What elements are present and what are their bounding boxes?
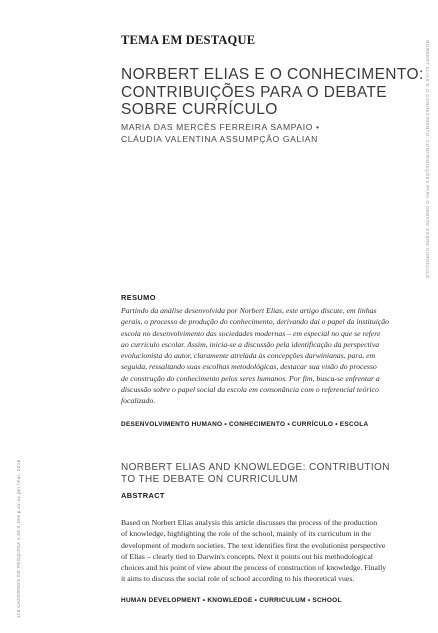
keywords-english: HUMAN DEVELOPMENT • KNOWLEDGE • CURRICULUM • SCHOOL bbox=[121, 597, 342, 604]
resumo-text bbox=[121, 305, 419, 407]
resumo-line: ao currículo escolar. Assim, inicia-se a discussão pela identificação da perspectiva bbox=[121, 339, 380, 349]
english-title-line: NORBERT ELIAS AND KNOWLEDGE: CONTRIBUTION bbox=[121, 462, 390, 473]
journal-citation: 118 CADERNOS DE PESQUISA v.46 n.159 p.xx-xx jan./mar. 2016 bbox=[16, 459, 21, 618]
resumo-line: discussão sobre o papel social da escola em consonância com o referencial teórico bbox=[121, 385, 379, 395]
authors bbox=[121, 122, 320, 145]
english-title-line: TO THE DEBATE ON CURRICULUM bbox=[121, 474, 298, 485]
author-line: CLÁUDIA VALENTINA ASSUMPÇÃO GALIAN bbox=[121, 133, 318, 144]
english-title bbox=[121, 462, 390, 486]
article-title bbox=[121, 66, 424, 119]
resumo-line: evolucionista do autor, claramente atrelada às concepções darwinianas, para, em bbox=[121, 351, 376, 361]
resumo-line: Partindo da análise desenvolvida por Norbert Elias, este artigo discute, em linhas bbox=[121, 306, 377, 315]
abstract-line: of Elias – clearly tied to Darwin's concepts. Next it points out his methodological bbox=[121, 551, 373, 561]
abstract-line: development of modern societies. The text identifies first the evolutionist perspective bbox=[121, 540, 386, 550]
title-line: SOBRE CURRÍCULO bbox=[121, 101, 278, 118]
title-line: CONTRIBUIÇÕES PARA O DEBATE bbox=[121, 83, 388, 101]
title-line: NORBERT ELIAS E O CONHECIMENTO: bbox=[121, 66, 424, 83]
abstract-heading: ABSTRACT bbox=[121, 491, 165, 500]
resumo-heading: RESUMO bbox=[121, 293, 156, 302]
abstract-line: choices and his point of view about the process of construction of knowledge. Finally bbox=[121, 563, 387, 573]
resumo-line: focalizado. bbox=[121, 396, 156, 406]
section-label: TEMA EM DESTAQUE bbox=[121, 33, 256, 47]
author-line: MARIA DAS MERCÊS FERREIRA SAMPAIO • bbox=[121, 122, 320, 132]
abstract-line: it aims to discuss the social role of school according to his theoretical vues. bbox=[121, 574, 355, 584]
resumo-line: de construção do conhecimento pelos seres humanos. Por fim, busca-se enfrentar a bbox=[121, 373, 380, 383]
keywords-portuguese: DESENVOLVIMENTO HUMANO • CONHECIMENTO • CURRÍCULO • ESCOLA bbox=[121, 421, 369, 428]
resumo-line: escola no desenvolvimento das sociedades modernas – em especial no que se refere bbox=[121, 328, 381, 338]
right-margin-running-head bbox=[425, 40, 438, 340]
resumo-line: gerais, o processo de produção do conhecimento, derivando daí o papel da instituição bbox=[121, 317, 390, 327]
abstract-text bbox=[121, 517, 419, 585]
abstract-line: of knowledge, highlighting the role of the school, mainly of its curriculum in the bbox=[121, 529, 371, 539]
resumo-line: seguida, ressaltando suas escolhas metodológicas, destacar sua visão do processo bbox=[121, 362, 377, 372]
abstract-line: Based on Norbert Elias analysis this article discusses the process of the production bbox=[121, 518, 378, 527]
left-margin-running-head bbox=[8, 218, 21, 618]
article-running-title: NORBERT ELIAS E O CONHECIMENTO: CONTRIBUIÇÕES PARA O DEBATE SOBRE CURRÍCULO bbox=[425, 40, 430, 279]
